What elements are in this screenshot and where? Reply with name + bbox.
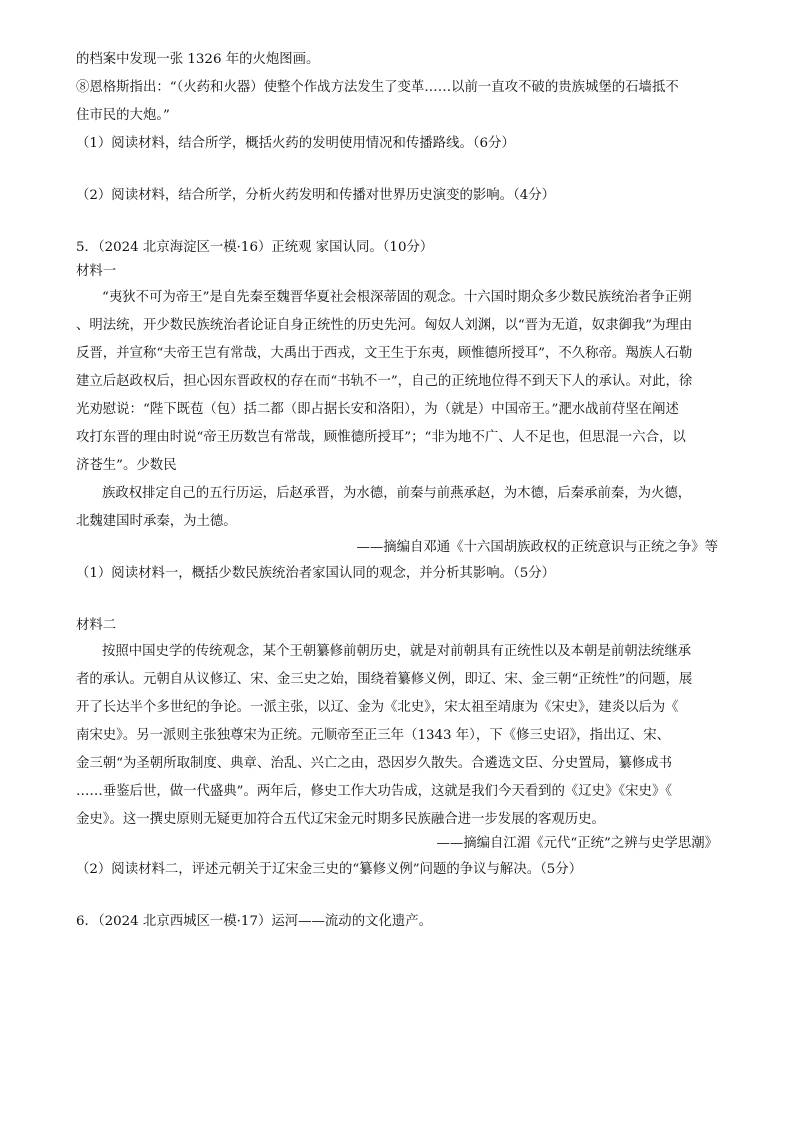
q5-subquestion-1: （1）阅读材料一，概括少数民族统治者家国认同的观念，并分析其影响。（5分） [76,566,556,581]
q5-m1-line-1: “夷狄不可为帝王”是自先秦至魏晋华夏社会根深蒂固的观念。十六国时期众多少数民族统治者争正朔 [102,290,692,305]
q5-m1-line-6: 攻打东晋的理由时说“帝王历数岂有常哉，顾惟德所授耳”；“非为地不广、人不足也，但思混一六合，以 [76,430,686,445]
q5-m1-source: ——摘编自邓通《十六国胡族政权的正统意识与正统之争》等 [356,540,718,555]
q5-m2-line-4: 南宋史》。另一派则主张独尊宋为正统。元顺帝至正三年（1343 年），下《修三史诏》，指出辽、宋、 [76,728,671,743]
q5-m1-line-7: 济苍生”。少数民 [76,458,177,473]
q5-material-2-title: 材料二 [76,618,117,633]
q4-line-1: 的档案中发现一张 1326 年的火炮图画。 [76,52,320,67]
q5-m2-line-5: 金三朝“为圣朝所取制度、典章、治乱、兴亡之由，恐因岁久散失。合遴选文臣、分史置局，纂修成书 [76,756,673,771]
q4-line-2: ⑧恩格斯指出：“（火药和火器）使整个作战方法发生了变革……以前一直攻不破的贵族城堡的石墙抵不 [76,80,679,95]
q5-m1-line-2: 、明法统，开少数民族统治者论证自身正统性的历史先河。匈奴人刘渊，以“晋为无道，奴隶御我”为理由 [76,318,693,333]
q5-m1-line-8: 族政权排定自己的五行历运，后赵承晋，为水德，前秦与前燕承赵，为木德，后秦承前秦，为火德， [102,486,692,501]
q5-m1-line-9: 北魏建国时承秦，为土德。 [76,514,237,529]
q5-m2-source: ——摘编自江湄《元代“正统”之辨与史学思潮》 [436,836,718,851]
q5-m1-line-4: 建立后赵政权后，担心因东晋政权的存在而“书轨不一”，自己的正统地位得不到天下人的承认。对此，徐 [76,374,693,389]
q6-heading: 6．（2024 北京西城区一模·17）运河——流动的文化遗产。 [76,914,433,929]
q5-m2-line-2: 者的承认。元朝自从议修辽、宋、金三史之始，围绕着纂修义例，即辽、宋、金三朝“正统性”的问题，展 [76,672,693,687]
q5-m2-line-3: 开了长达半个多世纪的争论。一派主张，以辽、金为《北史》，宋太祖至靖康为《宋史》，建炎以后为《 [76,700,679,715]
q5-m2-line-1: 按照中国史学的传统观念，某个王朝纂修前朝历史，就是对前朝具有正统性以及本朝是前朝法统继承 [102,644,692,659]
q4-line-3: 住市民的大炮。” [76,108,170,123]
q5-m2-line-6: ……垂鉴后世，做一代盛典”。两年后，修史工作大功告成，这就是我们今天看到的《辽史》《宋史》《 [76,784,673,799]
q5-m1-line-3: 反晋，并宣称“夫帝王岂有常哉，大禹出于西戎，文王生于东夷，顾惟德所授耳”，不久称帝。羯族人石勒 [76,346,693,361]
q4-subquestion-1: （1）阅读材料，结合所学，概括火药的发明使用情况和传播路线。（6分） [76,136,515,151]
q5-subquestion-2: （2）阅读材料二，评述元朝关于辽宋金三史的“纂修义例”问题的争议与解决。（5分） [76,862,583,877]
q4-subquestion-2: （2）阅读材料，结合所学，分析火药发明和传播对世界历史演变的影响。（4分） [76,188,556,203]
q5-material-1-title: 材料一 [76,264,117,279]
q5-m2-line-7: 金史》。这一撰史原则无疑更加符合五代辽宋金元时期多民族融合进一步发展的客观历史。 [76,812,605,827]
q5-heading: 5．（2024 北京海淀区一模·16）正统观 家国认同。（10分） [76,240,434,255]
q5-m1-line-5: 光劝慰说：“陛下既苞（包）括二都（即占据长安和洛阳），为（就是）中国帝王。”淝水战前苻坚在阐述 [76,402,679,417]
